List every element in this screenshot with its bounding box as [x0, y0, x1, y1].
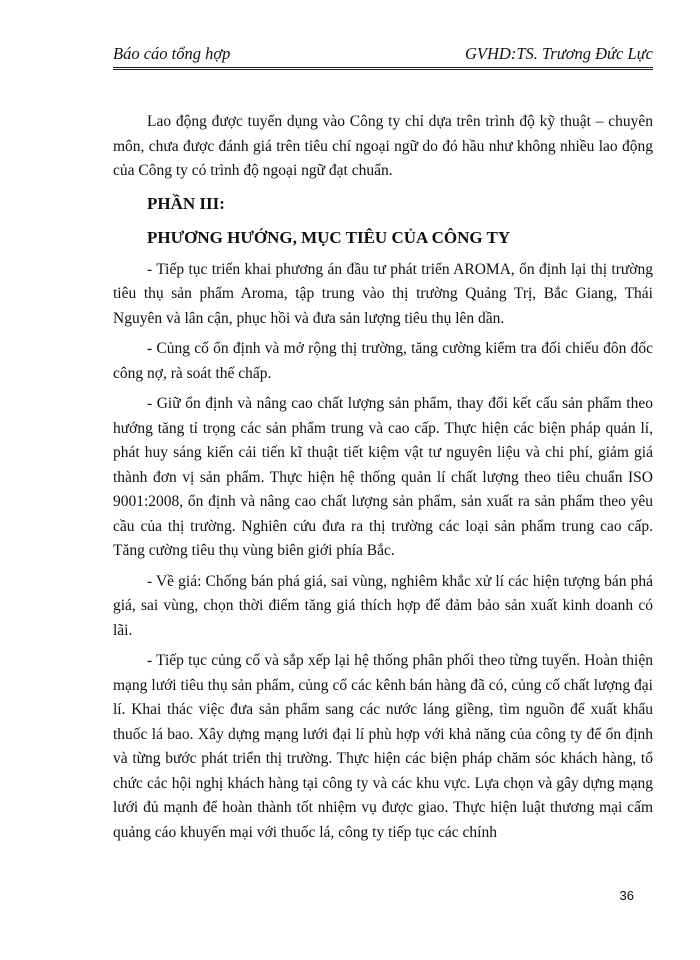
body-paragraph: - Tiếp tục triển khai phương án đầu tư phát triển AROMA, ổn định lại thị trường tiêu thụ sản phẩm Aroma, tập trung vào thị trường Quảng Trị, Bắc Giang, Thái Nguyên và lân cận, phục hồi và đưa sản lượng tiêu thụ lên dần.: [113, 260, 653, 327]
section-title: PHƯƠNG HƯỚNG, MỤC TIÊU CỦA CÔNG TY: [147, 227, 511, 247]
part-title: PHẦN III:: [147, 193, 225, 213]
header-divider-secondary: [113, 69, 653, 70]
header-divider: [113, 67, 653, 68]
header-supervisor: GVHD:TS. Trương Đức Lực: [465, 44, 653, 63]
body-paragraph: - Tiếp tục củng cố và sắp xếp lại hệ thống phân phối theo từng tuyến. Hoàn thiện mạng lưới tiêu thụ sản phẩm, củng cố các kênh bán hàng đã có, củng cố chất lượng đại lí. Khai thác việc đưa sản phẩm sang các nước láng giềng, tìm nguồn để xuất khẩu thuốc lá bao. Xây dựng mạng lưới đại lí phù hợp với khả năng của công ty để ổn định và từng bước phát triển thị trường. Thực hiện các biện pháp chăm sóc khách hàng, tổ chức các hội nghị khách hàng tại công ty và các khu vực. Lựa chọn và gây dựng mạng lưới đủ mạnh để hoàn thành tốt nhiệm vụ được giao. Thực hiện luật thương mại cấm quảng cáo khuyến mại với thuốc lá, công ty tiếp tục các chính: [113, 652, 653, 841]
page-body: [113, 110, 653, 851]
body-paragraph: - Củng cố ổn định và mở rộng thị trường, tăng cường kiểm tra đối chiếu đôn đốc công nợ, rà soát thế chấp.: [113, 340, 653, 382]
intro-paragraph: Lao động được tuyển dụng vào Công ty chỉ dựa trên trình độ kỹ thuật – chuyên môn, chưa được đánh giá trên tiêu chí ngoại ngữ do đó hầu như không nhiều lao động của Công ty có trình độ ngoại ngữ đạt chuẩn.: [113, 113, 653, 179]
page-number: 36: [619, 888, 634, 903]
header-report-title: Báo cáo tổng hợp: [113, 44, 231, 63]
body-paragraph: - Giữ ổn định và nâng cao chất lượng sản phẩm, thay đổi kết cấu sản phẩm theo hướng tăng tỉ trọng các sản phẩm trung và cao cấp. Thực hiện các biện pháp quản lí, phát huy sáng kiến cải tiến kĩ thuật tiết kiệm vật tư nguyên liệu và chi phí, giảm giá thành đơn vị sản phẩm. Thực hiện hệ thống quản lí chất lượng theo tiêu chuẩn ISO 9001:2008, ổn định và nâng cao chất lượng sản phẩm, sản xuất ra sản phẩm theo yêu cầu của thị trường. Nghiên cứu đưa ra thị trường các loại sản phẩm trung cao cấp. Tăng cường tiêu thụ vùng biên giới phía Bắc.: [113, 395, 653, 559]
body-paragraph: - Về giá: Chống bán phá giá, sai vùng, nghiêm khắc xử lí các hiện tượng bán phá giá, sai vùng, chọn thời điểm tăng giá thích hợp để đảm bảo sản xuất kinh doanh có lãi.: [113, 572, 653, 639]
page-header: [113, 38, 653, 64]
